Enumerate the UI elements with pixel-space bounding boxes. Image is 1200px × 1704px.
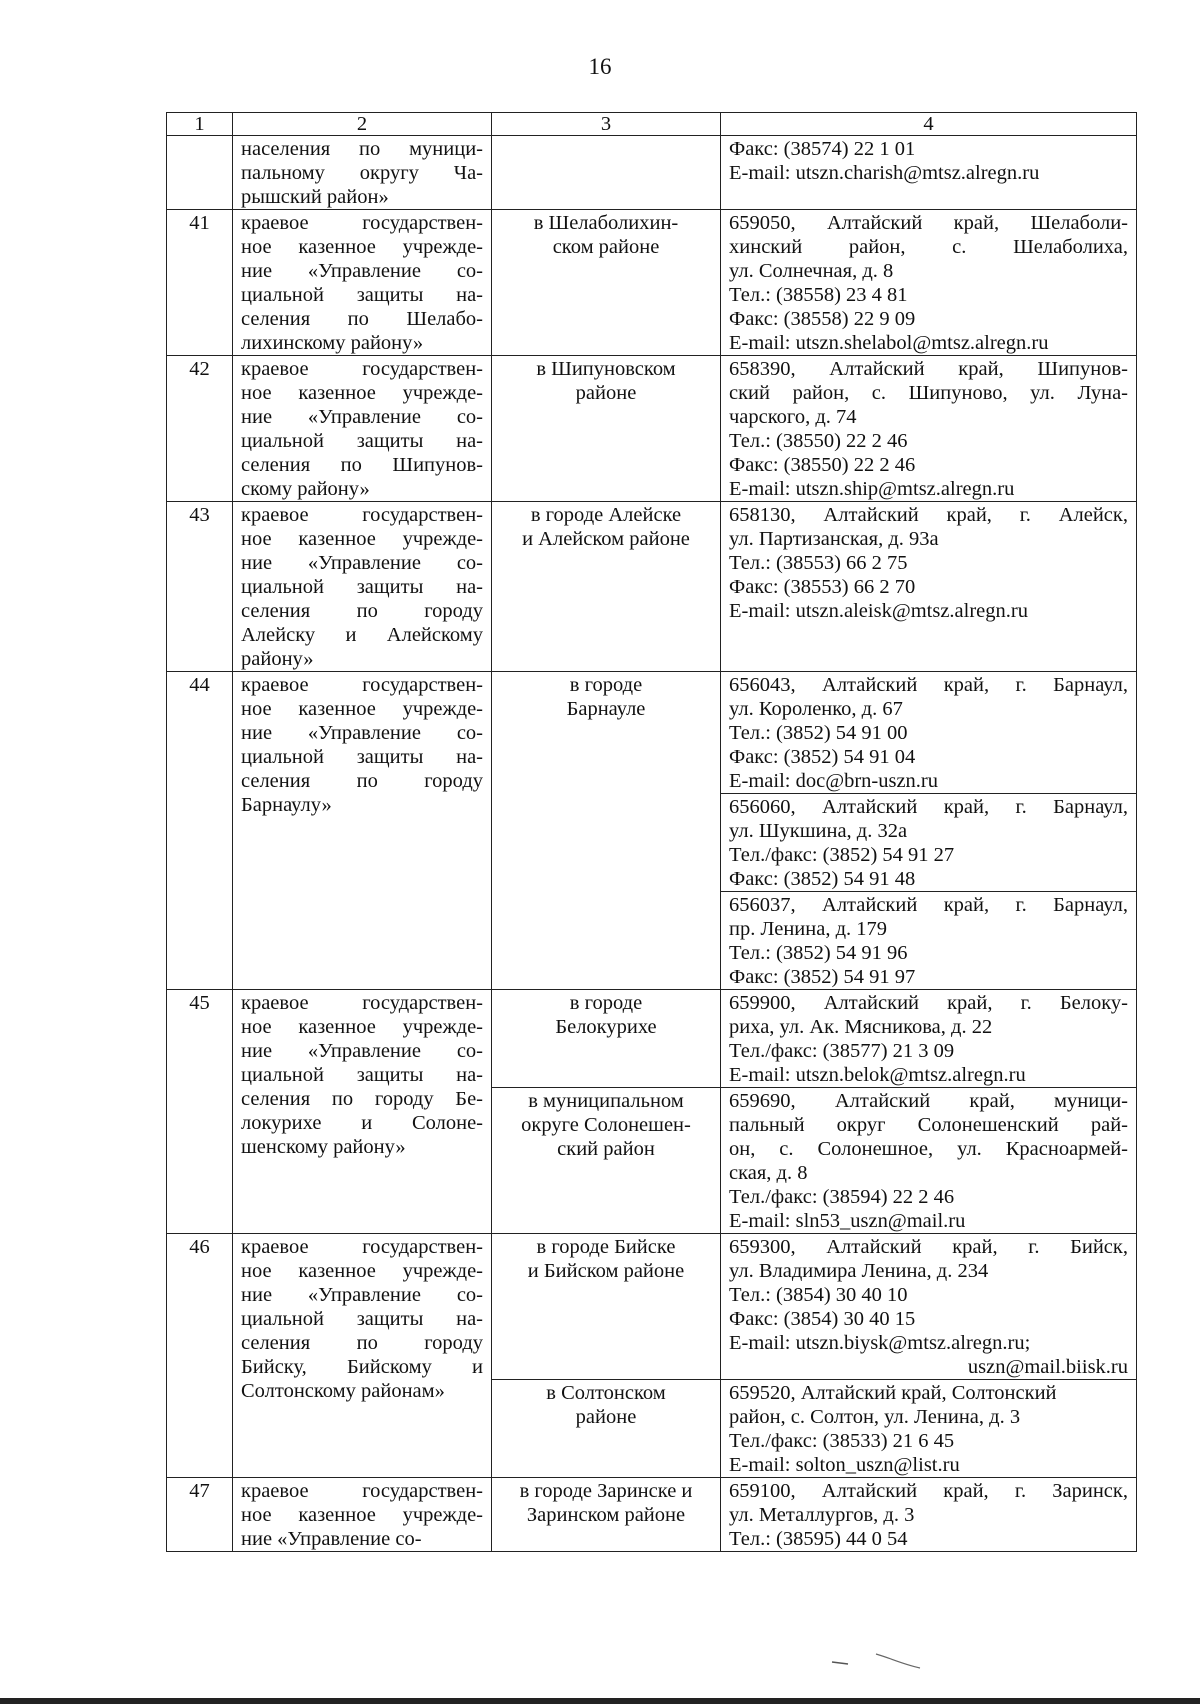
text-line: в городе Бийске [536,1236,676,1258]
contact-line: чарского, д. 74 [729,406,857,428]
text-line: ние «Управление со- [241,1284,483,1306]
contact-line: пр. Ленина, д. 179 [729,918,888,940]
contact-details [721,794,1137,892]
scan-artifact [830,1648,940,1672]
row-number: 44 [167,672,233,990]
territory [492,502,721,672]
contact-line: 656060, Алтайский край, г. Барнаул, [729,796,1128,818]
contact-line: 659900, Алтайский край, г. Белоку- [729,992,1128,1014]
contact-line: 658130, Алтайский край, г. Алейск, [729,504,1128,526]
contact-line: 659050, Алтайский край, Шелаболи- [729,212,1128,234]
contact-line: Факс: (3852) 54 91 48 [729,868,916,890]
text-line: ное казенное учрежде- [241,236,483,258]
text-line: шенскому району» [241,1136,406,1158]
text-line: Алейску и Алейскому [241,624,483,646]
text-line: населения по муници- [241,138,483,160]
territory [492,136,721,210]
territory [492,672,721,990]
text-line: в городе [569,674,643,696]
contact-line: ская, д. 8 [729,1162,808,1184]
contact-line: E-mail: utszn.shelabol@mtsz.alregn.ru [729,332,1049,354]
page-number: 16 [588,54,612,79]
row-number [167,136,233,210]
text-line: в Солтонском [546,1382,666,1404]
contact-line: Тел./факс: (3852) 54 91 27 [729,844,955,866]
header-col-4: 4 [721,113,1137,136]
text-line: циальной защиты на- [241,576,483,598]
territory [492,1088,721,1234]
contact-line: E-mail: utszn.biysk@mtsz.alregn.ru; [729,1332,1031,1354]
contact-line: Факс: (38550) 22 2 46 [729,454,916,476]
contact-line: ул. Владимира Ленина, д. 234 [729,1260,989,1282]
text-line: Заринском районе [526,1504,686,1526]
territory [492,356,721,502]
table-row [167,1234,1137,1380]
institution-name [233,1478,492,1552]
text-line: ние «Управление со- [241,1040,483,1062]
text-line: в муниципальном [528,1090,684,1112]
contact-details [721,1088,1137,1234]
text-line: краевое государствен- [241,212,483,234]
contact-line: пальный округ Солонешенский рай- [729,1114,1128,1136]
contact-line: 658390, Алтайский край, Шипунов- [729,358,1128,380]
contact-details [721,892,1137,990]
contact-line: ул. Партизанская, д. 93а [729,528,939,550]
contact-line: Тел.: (3854) 30 40 10 [729,1284,908,1306]
text-line: циальной защиты на- [241,1064,483,1086]
text-line: селения по городу Бе- [241,1088,483,1110]
table-row [167,210,1137,356]
text-line: селения по городу [241,1332,483,1354]
text-line: ние «Управление со- [241,1528,422,1550]
contact-line: E-mail: utszn.belok@mtsz.alregn.ru [729,1064,1026,1086]
text-line: ное казенное учрежде- [241,382,483,404]
header-col-1: 1 [167,113,233,136]
header-col-2: 2 [233,113,492,136]
contact-line: Тел.: (38595) 44 0 54 [729,1528,908,1550]
text-line: циальной защиты на- [241,1308,483,1330]
row-number: 46 [167,1234,233,1478]
text-line: скому району» [241,478,370,500]
text-line: и Алейском районе [522,528,690,550]
contact-line: Тел.: (38550) 22 2 46 [729,430,908,452]
contact-line: 659100, Алтайский край, г. Заринск, [729,1480,1128,1502]
text-line: циальной защиты на- [241,430,483,452]
territory [492,1478,721,1552]
table-row [167,990,1137,1088]
text-line: циальной защиты на- [241,746,483,768]
contact-details [721,502,1137,672]
text-line: ное казенное учрежде- [241,1504,483,1526]
text-line: в Шипуновском [536,358,676,380]
institution-name [233,210,492,356]
text-line: ное казенное учрежде- [241,698,483,720]
contact-line: E-mail: solton_uszn@list.ru [729,1454,960,1476]
table-row [167,672,1137,794]
contact-line: 656043, Алтайский край, г. Барнаул, [729,674,1128,696]
text-line: краевое государствен- [241,504,483,526]
table-row [167,1478,1137,1552]
contact-line: E-mail: doc@brn-uszn.ru [729,770,939,792]
table-row [167,502,1137,672]
contact-line: Тел./факс: (38577) 21 3 09 [729,1040,955,1062]
text-line: краевое государствен- [241,358,483,380]
text-line: краевое государствен- [241,1236,483,1258]
contact-details [721,672,1137,794]
text-line: району» [241,648,314,670]
institution-name [233,502,492,672]
text-line: циальной защиты на- [241,284,483,306]
institution-name [233,990,492,1234]
contact-line: E-mail: utszn.charish@mtsz.alregn.ru [729,162,1040,184]
contact-line: 659690, Алтайский край, муници- [729,1090,1128,1112]
contact-line: Факс: (38553) 66 2 70 [729,576,916,598]
text-line: ние «Управление со- [241,406,483,428]
contact-details [721,136,1137,210]
contact-line: Факс: (3854) 30 40 15 [729,1308,916,1330]
row-number: 47 [167,1478,233,1552]
contact-line: Факс: (3852) 54 91 97 [729,966,916,988]
contact-line: Факс: (38574) 22 1 01 [729,138,916,160]
text-line: селения по Шелабо- [241,308,483,330]
text-line: лихинскому району» [241,332,424,354]
institution-name [233,1234,492,1478]
contact-details [721,1380,1137,1478]
contact-details [721,210,1137,356]
contact-line: Тел.: (38558) 23 4 81 [729,284,908,306]
text-line: районе [575,382,637,404]
text-line: в Шелаболихин- [533,212,679,234]
territory [492,1380,721,1478]
text-line: Солтонскому районам» [241,1380,445,1402]
text-line: селения по городу [241,600,483,622]
text-line: селения по городу [241,770,483,792]
text-line: в городе [569,992,643,1014]
contact-line: uszn@mail.biisk.ru [967,1356,1128,1378]
territory [492,990,721,1088]
text-line: округе Солонешен- [521,1114,691,1136]
contact-details [721,356,1137,502]
contact-line: 656037, Алтайский край, г. Барнаул, [729,894,1128,916]
contact-line: Факс: (3852) 54 91 04 [729,746,916,768]
text-line: в городе Заринске и [519,1480,693,1502]
text-line: ние «Управление со- [241,722,483,744]
contact-line: Тел./факс: (38594) 22 2 46 [729,1186,955,1208]
contact-line: 659520, Алтайский край, Солтонский [729,1382,1057,1404]
contact-line: 659300, Алтайский край, г. Бийск, [729,1236,1128,1258]
contact-line: ул. Солнечная, д. 8 [729,260,894,282]
text-line: Белокурихе [555,1016,657,1038]
territory [492,1234,721,1380]
text-line: ное казенное учрежде- [241,1016,483,1038]
text-line: краевое государствен- [241,1480,483,1502]
header-col-3: 3 [492,113,721,136]
table-body [167,136,1137,1552]
contact-line: Факс: (38558) 22 9 09 [729,308,916,330]
text-line: локурихе и Солоне- [241,1112,483,1134]
contact-line: Тел.: (3852) 54 91 00 [729,722,908,744]
text-line: и Бийском районе [527,1260,685,1282]
text-line: ние «Управление со- [241,260,483,282]
institutions-table [166,112,1137,1552]
text-line: ное казенное учрежде- [241,528,483,550]
table-header-row [167,113,1137,136]
row-number: 41 [167,210,233,356]
scan-edge [0,1698,1200,1704]
contact-line: E-mail: sln53_uszn@mail.ru [729,1210,966,1232]
contact-line: ский район, с. Шипуново, ул. Луна- [729,382,1128,404]
contact-details [721,1234,1137,1380]
contact-details [721,1478,1137,1552]
table-row [167,356,1137,502]
text-line: ние «Управление со- [241,552,483,574]
text-line: пальному округу Ча- [241,162,483,184]
text-line: ском районе [552,236,660,258]
text-line: краевое государствен- [241,992,483,1014]
contact-line: E-mail: utszn.ship@mtsz.alregn.ru [729,478,1015,500]
territory [492,210,721,356]
row-number: 43 [167,502,233,672]
text-line: краевое государствен- [241,674,483,696]
institution-name [233,136,492,210]
row-number: 45 [167,990,233,1234]
contact-line: ул. Шукшина, д. 32а [729,820,908,842]
contact-details [721,990,1137,1088]
contact-line: район, с. Солтон, ул. Ленина, д. 3 [729,1406,1021,1428]
text-line: рышский район» [241,186,389,208]
institution-name [233,672,492,990]
contact-line: Тел.: (3852) 54 91 96 [729,942,908,964]
table-row [167,136,1137,210]
contact-line: ул. Короленко, д. 67 [729,698,903,720]
institution-name [233,356,492,502]
contact-line: E-mail: utszn.aleisk@mtsz.alregn.ru [729,600,1028,622]
text-line: Барнаулу» [241,794,332,816]
text-line: ский район [557,1138,655,1160]
text-line: Бийску, Бийскому и [241,1356,483,1378]
text-line: селения по Шипунов- [241,454,483,476]
text-line: в городе Алейске [530,504,682,526]
text-line: районе [575,1406,637,1428]
contact-line: он, с. Солонешное, ул. Красноармей- [729,1138,1128,1160]
contact-line: хинский район, с. Шелаболиха, [729,236,1128,258]
contact-line: Тел./факс: (38533) 21 6 45 [729,1430,955,1452]
text-line: Барнауле [566,698,646,720]
row-number: 42 [167,356,233,502]
contact-line: ул. Металлургов, д. 3 [729,1504,915,1526]
text-line: ное казенное учрежде- [241,1260,483,1282]
contact-line: риха, ул. Ак. Мясникова, д. 22 [729,1016,993,1038]
contact-line: Тел.: (38553) 66 2 75 [729,552,908,574]
